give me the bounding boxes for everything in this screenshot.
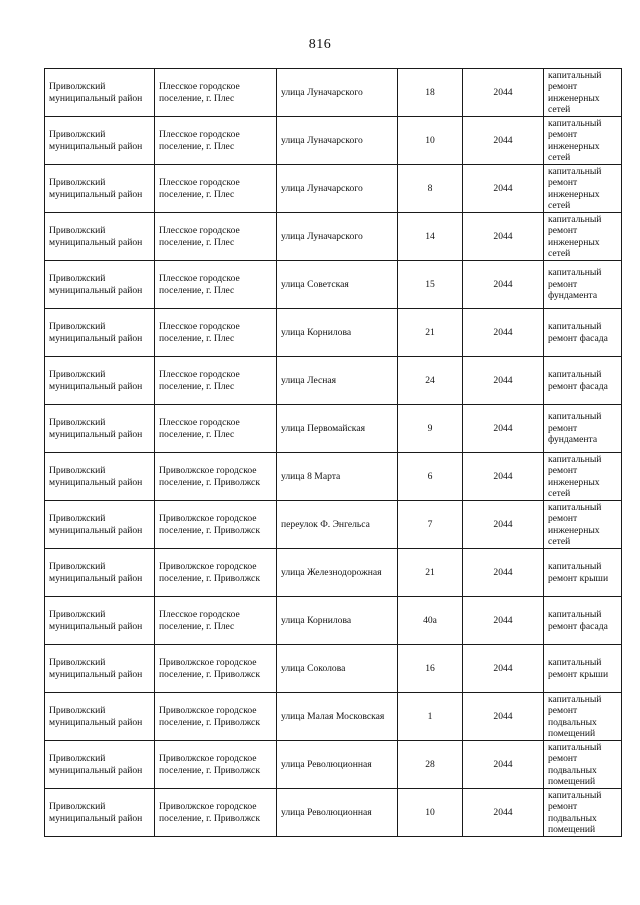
district-cell: Приволжский муниципальный район xyxy=(45,453,155,501)
work-type-cell: капитальный ремонт инженерных сетей xyxy=(544,165,622,213)
district-cell: Приволжский муниципальный район xyxy=(45,501,155,549)
settlement-cell: Плесское городское поселение, г. Плес xyxy=(155,261,277,309)
year-cell: 2044 xyxy=(463,213,544,261)
settlement-cell: Плесское городское поселение, г. Плес xyxy=(155,117,277,165)
work-type-cell: капитальный ремонт фундамента xyxy=(544,261,622,309)
work-type-cell: капитальный ремонт крыши xyxy=(544,645,622,693)
house-number-cell: 18 xyxy=(398,69,463,117)
street-cell: улица Железнодорожная xyxy=(277,549,398,597)
work-type-cell: капитальный ремонт подвальных помещений xyxy=(544,741,622,789)
table-row xyxy=(45,645,622,693)
settlement-cell: Плесское городское поселение, г. Плес xyxy=(155,165,277,213)
street-cell: улица Луначарского xyxy=(277,69,398,117)
work-type-cell: капитальный ремонт подвальных помещений xyxy=(544,693,622,741)
table-row xyxy=(45,741,622,789)
house-number-cell: 8 xyxy=(398,165,463,213)
street-cell: улица 8 Марта xyxy=(277,453,398,501)
settlement-cell: Плесское городское поселение, г. Плес xyxy=(155,357,277,405)
street-cell: улица Корнилова xyxy=(277,309,398,357)
house-number-cell: 6 xyxy=(398,453,463,501)
work-type-cell: капитальный ремонт инженерных сетей xyxy=(544,213,622,261)
street-cell: улица Луначарского xyxy=(277,117,398,165)
settlement-cell: Плесское городское поселение, г. Плес xyxy=(155,309,277,357)
work-type-cell: капитальный ремонт фасада xyxy=(544,309,622,357)
table-row xyxy=(45,405,622,453)
settlement-cell: Плесское городское поселение, г. Плес xyxy=(155,69,277,117)
district-cell: Приволжский муниципальный район xyxy=(45,597,155,645)
year-cell: 2044 xyxy=(463,309,544,357)
district-cell: Приволжский муниципальный район xyxy=(45,789,155,837)
settlement-cell: Приволжское городское поселение, г. Приволжск xyxy=(155,789,277,837)
house-number-cell: 21 xyxy=(398,549,463,597)
year-cell: 2044 xyxy=(463,501,544,549)
settlement-cell: Приволжское городское поселение, г. Приволжск xyxy=(155,645,277,693)
street-cell: переулок Ф. Энгельса xyxy=(277,501,398,549)
building-repair-table xyxy=(44,68,622,837)
settlement-cell: Плесское городское поселение, г. Плес xyxy=(155,597,277,645)
house-number-cell: 1 xyxy=(398,693,463,741)
district-cell: Приволжский муниципальный район xyxy=(45,405,155,453)
district-cell: Приволжский муниципальный район xyxy=(45,309,155,357)
house-number-cell: 40а xyxy=(398,597,463,645)
house-number-cell: 10 xyxy=(398,789,463,837)
table-row xyxy=(45,357,622,405)
table-row xyxy=(45,117,622,165)
settlement-cell: Плесское городское поселение, г. Плес xyxy=(155,405,277,453)
year-cell: 2044 xyxy=(463,117,544,165)
street-cell: улица Советская xyxy=(277,261,398,309)
settlement-cell: Приволжское городское поселение, г. Приволжск xyxy=(155,549,277,597)
work-type-cell: капитальный ремонт инженерных сетей xyxy=(544,117,622,165)
house-number-cell: 21 xyxy=(398,309,463,357)
table-row xyxy=(45,501,622,549)
street-cell: улица Луначарского xyxy=(277,213,398,261)
table-row xyxy=(45,549,622,597)
house-number-cell: 16 xyxy=(398,645,463,693)
house-number-cell: 7 xyxy=(398,501,463,549)
district-cell: Приволжский муниципальный район xyxy=(45,645,155,693)
street-cell: улица Корнилова xyxy=(277,597,398,645)
year-cell: 2044 xyxy=(463,69,544,117)
district-cell: Приволжский муниципальный район xyxy=(45,549,155,597)
district-cell: Приволжский муниципальный район xyxy=(45,357,155,405)
table-row xyxy=(45,69,622,117)
house-number-cell: 10 xyxy=(398,117,463,165)
table-body xyxy=(45,69,622,837)
year-cell: 2044 xyxy=(463,357,544,405)
table-row xyxy=(45,309,622,357)
work-type-cell: капитальный ремонт фасада xyxy=(544,597,622,645)
year-cell: 2044 xyxy=(463,789,544,837)
house-number-cell: 24 xyxy=(398,357,463,405)
house-number-cell: 9 xyxy=(398,405,463,453)
street-cell: улица Лесная xyxy=(277,357,398,405)
page-number: 816 xyxy=(308,37,332,52)
street-cell: улица Соколова xyxy=(277,645,398,693)
table-row xyxy=(45,261,622,309)
work-type-cell: капитальный ремонт инженерных сетей xyxy=(544,501,622,549)
table-row xyxy=(45,597,622,645)
work-type-cell: капитальный ремонт крыши xyxy=(544,549,622,597)
settlement-cell: Плесское городское поселение, г. Плес xyxy=(155,213,277,261)
street-cell: улица Революционная xyxy=(277,741,398,789)
work-type-cell: капитальный ремонт подвальных помещений xyxy=(544,789,622,837)
year-cell: 2044 xyxy=(463,549,544,597)
year-cell: 2044 xyxy=(463,693,544,741)
district-cell: Приволжский муниципальный район xyxy=(45,693,155,741)
street-cell: улица Первомайская xyxy=(277,405,398,453)
house-number-cell: 14 xyxy=(398,213,463,261)
table-row xyxy=(45,453,622,501)
table-row xyxy=(45,693,622,741)
year-cell: 2044 xyxy=(463,261,544,309)
district-cell: Приволжский муниципальный район xyxy=(45,165,155,213)
year-cell: 2044 xyxy=(463,405,544,453)
year-cell: 2044 xyxy=(463,165,544,213)
district-cell: Приволжский муниципальный район xyxy=(45,213,155,261)
year-cell: 2044 xyxy=(463,741,544,789)
table-row xyxy=(45,213,622,261)
work-type-cell: капитальный ремонт фасада xyxy=(544,357,622,405)
year-cell: 2044 xyxy=(463,453,544,501)
settlement-cell: Приволжское городское поселение, г. Приволжск xyxy=(155,693,277,741)
settlement-cell: Приволжское городское поселение, г. Приволжск xyxy=(155,453,277,501)
table-row xyxy=(45,789,622,837)
street-cell: улица Луначарского xyxy=(277,165,398,213)
district-cell: Приволжский муниципальный район xyxy=(45,117,155,165)
work-type-cell: капитальный ремонт фундамента xyxy=(544,405,622,453)
district-cell: Приволжский муниципальный район xyxy=(45,261,155,309)
district-cell: Приволжский муниципальный район xyxy=(45,69,155,117)
district-cell: Приволжский муниципальный район xyxy=(45,741,155,789)
street-cell: улица Революционная xyxy=(277,789,398,837)
settlement-cell: Приволжское городское поселение, г. Приволжск xyxy=(155,501,277,549)
work-type-cell: капитальный ремонт инженерных сетей xyxy=(544,69,622,117)
house-number-cell: 15 xyxy=(398,261,463,309)
table-row xyxy=(45,165,622,213)
year-cell: 2044 xyxy=(463,597,544,645)
year-cell: 2044 xyxy=(463,645,544,693)
street-cell: улица Малая Московская xyxy=(277,693,398,741)
house-number-cell: 28 xyxy=(398,741,463,789)
settlement-cell: Приволжское городское поселение, г. Приволжск xyxy=(155,741,277,789)
work-type-cell: капитальный ремонт инженерных сетей xyxy=(544,453,622,501)
